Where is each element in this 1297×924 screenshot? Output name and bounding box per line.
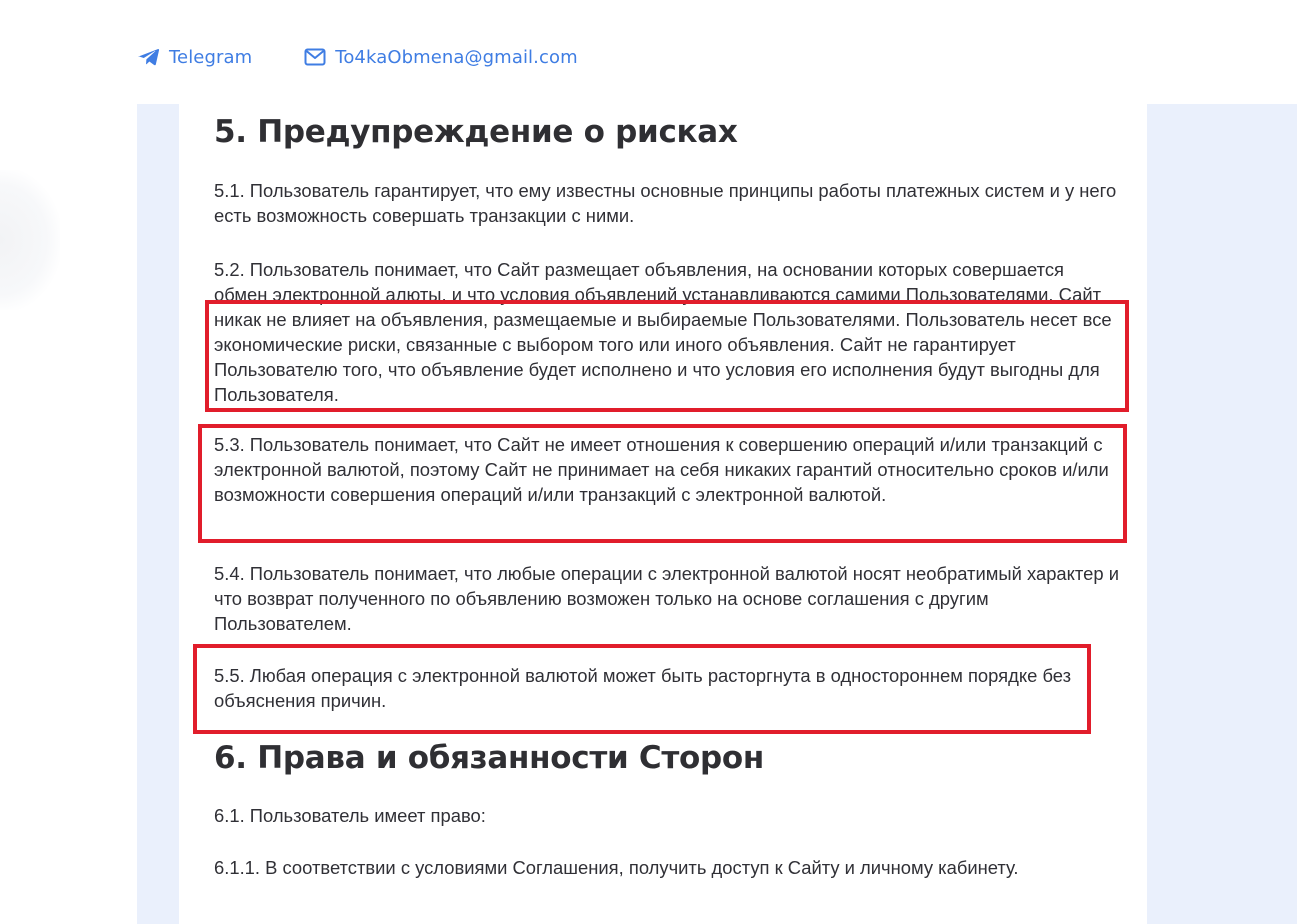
mail-icon: [304, 48, 326, 66]
clause-6-1: 6.1. Пользователь имеет право:: [214, 805, 486, 826]
section-5-title: 5. Предупреждение о рисках: [214, 114, 738, 150]
clause-5-1: 5.1. Пользователь гарантирует, что ему известны основные принципы работы платежных систем и у него есть возможность совершать транзакции с ними.: [214, 180, 1117, 226]
email-link[interactable]: [304, 47, 577, 68]
section-6-title: 6. Права и обязанности Сторон: [214, 740, 765, 776]
panel-left-border: [137, 104, 179, 924]
clause-5-4: 5.4. Пользователь понимает, что любые операции с электронной валютой носят необратимый характер и что возврат полученного по объявлению возможен только на основе соглашения с другим Пользователем.: [214, 563, 1119, 634]
email-label: To4kaObmena@gmail.com: [335, 46, 578, 68]
clause-5-5: 5.5. Любая операция с электронной валютой может быть расторгнута в одностороннем порядке без объяснения причин.: [214, 665, 1072, 711]
clause-5-2: 5.2. Пользователь понимает, что Сайт размещает объявления, на основании которых совершается обмен электронной алюты, и что условия объявлений устанавливаются самими Пользователями. Сайт никак не влияет на объявления, размещаемые и выбираемые Пользователями. Пользователь несет все экономические риски, связанные с выбором того или иного объявления. Сайт не гарантирует Пользователю того, что объявление будет исполнено и что условия его исполнения будут выгодны для Пользователя.: [214, 259, 1112, 405]
contact-bar: [138, 44, 578, 70]
clause-6-1-1: 6.1.1. В соответствии с условиями Соглашения, получить доступ к Сайту и личному кабинету.: [214, 857, 1019, 878]
clause-5-3: 5.3. Пользователь понимает, что Сайт не имеет отношения к совершению операций и/или транзакций с электронной валютой, поэтому Сайт не принимает на себя никаких гарантий относительно сроков и/или возможности совершения операций и/или транзакций с электронной валютой.: [214, 434, 1109, 505]
right-background-strip: [1147, 104, 1297, 924]
telegram-icon: [138, 48, 160, 66]
telegram-link[interactable]: [138, 47, 252, 68]
telegram-label: Telegram: [169, 46, 253, 68]
background-decoration: [0, 170, 60, 310]
